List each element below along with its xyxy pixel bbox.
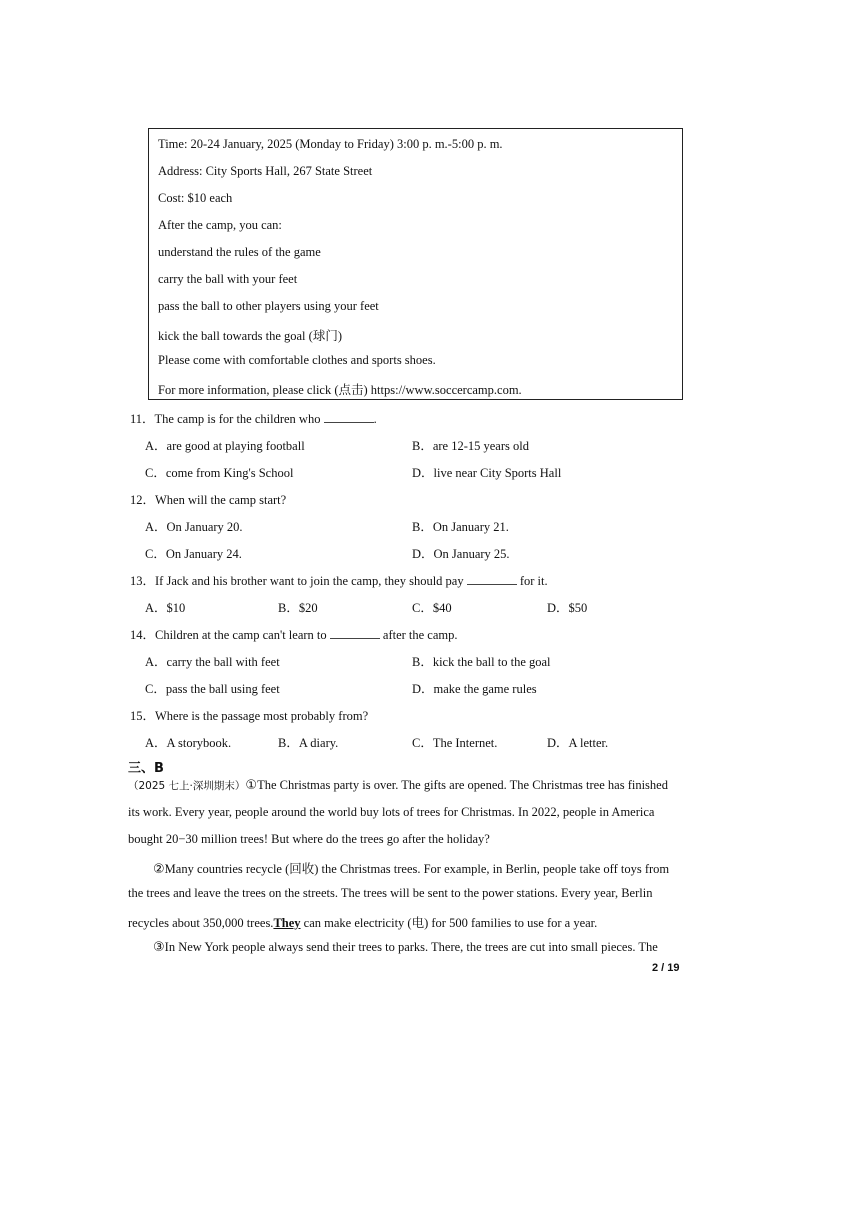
option-11d[interactable]: D．live near City Sports Hall (412, 466, 562, 480)
answer-blank[interactable] (467, 574, 517, 585)
paragraph-2-line-2: the trees and leave the trees on the streets. The trees will be sent to the power stations. Every year, Berlin (128, 886, 653, 900)
paragraph-3-text-1: In New York people always send their trees to parks. There, the trees are cut into small pieces. The (164, 940, 658, 954)
question-11 (130, 409, 377, 427)
paragraph-2-text-1: Many countries recycle (回收) the Christmas trees. For example, in Berlin, people take off toys from (164, 862, 670, 876)
camp-notice-box (148, 128, 683, 400)
answer-blank[interactable] (330, 628, 380, 639)
notice-clothes: Please come with comfortable clothes and sports shoes. (158, 353, 436, 367)
paragraph-2-text-3b: can make electricity (电) for 500 families to use for a year. (300, 916, 598, 930)
notice-address: Address: City Sports Hall, 267 State Street (158, 164, 373, 178)
option-15b[interactable]: B．A diary. (278, 736, 339, 750)
question-11-stem: 11．The camp is for the children who (130, 412, 321, 426)
question-14 (130, 625, 458, 643)
question-11-stem-end: . (373, 412, 377, 426)
paragraph-2-number: ② (153, 862, 165, 877)
option-11b[interactable]: B．are 12-15 years old (412, 439, 529, 453)
notice-after-camp: After the camp, you can: (158, 218, 282, 232)
option-13d[interactable]: D．$50 (547, 601, 588, 615)
page-number: 2 / 19 (652, 962, 680, 974)
option-14a[interactable]: A．carry the ball with feet (145, 655, 280, 669)
paragraph-2-text-3a: recycles about 350,000 trees. (128, 916, 274, 930)
question-13-stem-end: for it. (519, 574, 548, 588)
option-15c[interactable]: C．The Internet. (412, 736, 498, 750)
answer-blank[interactable] (324, 412, 374, 423)
notice-skill-rules: understand the rules of the game (158, 245, 321, 259)
notice-more-info: For more information, please click (点击) https://www.soccercamp.com. (158, 383, 522, 397)
option-15a[interactable]: A．A storybook. (145, 736, 232, 750)
option-14b[interactable]: B．kick the ball to the goal (412, 655, 551, 669)
question-15-stem: 15．Where is the passage most probably from? (130, 709, 369, 723)
option-13a[interactable]: A．$10 (145, 601, 186, 615)
notice-cost: Cost: $10 each (158, 191, 233, 205)
option-11a[interactable]: A．are good at playing football (145, 439, 305, 453)
notice-time: Time: 20-24 January, 2025 (Monday to Friday) 3:00 p. m.-5:00 p. m. (158, 137, 503, 151)
paragraph-3-line-1 (153, 940, 658, 955)
option-14d[interactable]: D．make the game rules (412, 682, 537, 696)
option-11c[interactable]: C．come from King's School (145, 466, 294, 480)
paragraph-1-text-1: The Christmas party is over. The gifts are opened. The Christmas tree has finished (257, 778, 668, 792)
question-14-stem-end: after the camp. (382, 628, 458, 642)
notice-skill-kick: kick the ball towards the goal (球门) (158, 329, 342, 343)
option-13c[interactable]: C．$40 (412, 601, 452, 615)
option-12c[interactable]: C．On January 24. (145, 547, 242, 561)
question-13-stem: 13．If Jack and his brother want to join the camp, they should pay (130, 574, 464, 588)
paragraph-1-line-3: bought 20−30 million trees! But where do the trees go after the holiday? (128, 832, 490, 846)
paragraph-1-line-2: its work. Every year, people around the world buy lots of trees for Christmas. In 2022, people in America (128, 805, 655, 819)
notice-skill-carry: carry the ball with your feet (158, 272, 298, 286)
question-12-stem: 12．When will the camp start? (130, 493, 287, 507)
paragraph-2-line-1 (153, 859, 669, 877)
option-12a[interactable]: A．On January 20. (145, 520, 243, 534)
option-12b[interactable]: B．On January 21. (412, 520, 509, 534)
option-13b[interactable]: B．$20 (278, 601, 318, 615)
paragraph-3-number: ③ (153, 940, 165, 955)
paragraph-1-number: ① (245, 778, 258, 793)
option-12d[interactable]: D．On January 25. (412, 547, 510, 561)
paragraph-2-line-3 (128, 913, 597, 931)
source-label: （2025 七上·深圳期末） (128, 780, 246, 792)
notice-skill-pass: pass the ball to other players using your feet (158, 299, 379, 313)
option-15d[interactable]: D．A letter. (547, 736, 609, 750)
question-14-stem: 14．Children at the camp can't learn to (130, 628, 327, 642)
underlined-word-they: They (273, 916, 301, 930)
section-heading: 三、B (128, 761, 164, 776)
option-14c[interactable]: C．pass the ball using feet (145, 682, 280, 696)
paragraph-1-line-1 (128, 778, 668, 793)
question-13 (130, 571, 548, 589)
